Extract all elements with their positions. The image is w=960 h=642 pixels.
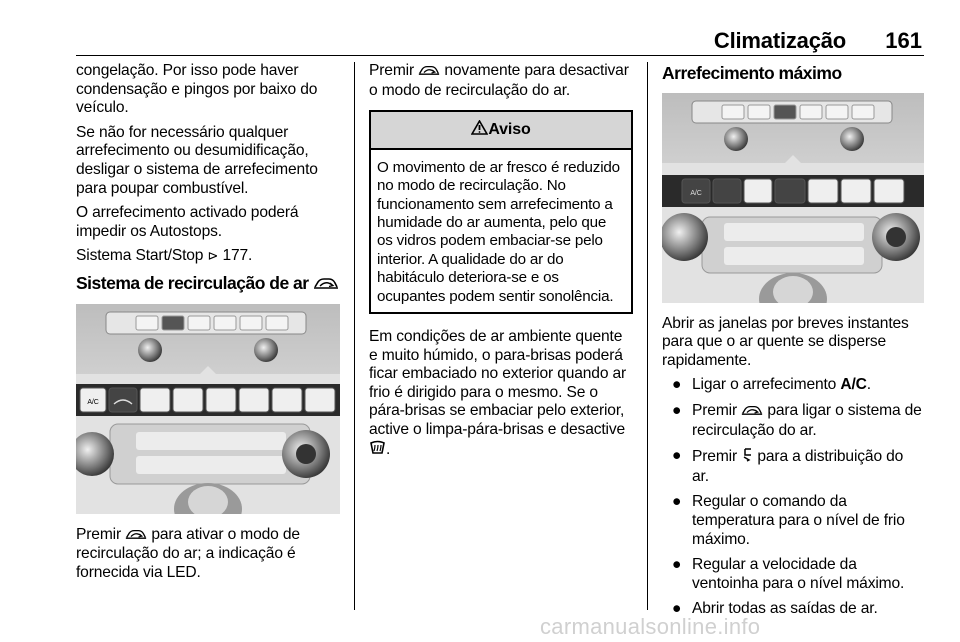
recirculation-car-icon	[418, 63, 440, 82]
warning-title: Aviso	[488, 121, 531, 139]
warning-header	[371, 112, 631, 150]
page-link[interactable]: 177.	[222, 247, 253, 265]
list-item: ● Regular a velocidade da ventoinha para o nível máximo.	[672, 556, 905, 592]
watermark: carmanualsonline.info	[540, 614, 761, 639]
ac-key: A/C	[840, 376, 867, 394]
column-divider-2	[647, 62, 648, 610]
page-header	[76, 26, 924, 56]
header-rule	[76, 55, 924, 56]
paragraph: Se não for necessário qualquer arrefecimento ou desumidificação, desligar o sistema de arrefecimento para poupar combustível.	[76, 123, 318, 197]
column-2	[369, 62, 633, 466]
bullet-icon: ●	[672, 600, 682, 618]
air-distribution-icon	[741, 447, 753, 468]
bullet-icon: ●	[672, 447, 682, 465]
list-item: ● Premir para a distribuição do ar.	[672, 447, 904, 485]
paragraph: Premir para ativar o modo de recirculação do ar; a indicação é fornecida via LED.	[76, 525, 300, 581]
paragraph: O arrefecimento activado poderá impedir os Autostops.	[76, 204, 299, 240]
max-cooling-control-photo	[662, 93, 924, 303]
bullet-icon: ●	[672, 556, 682, 574]
section-heading: Arrefecimento máximo	[662, 63, 842, 83]
cross-reference: Sistema Start/Stop ⊳ 177.	[76, 247, 253, 265]
section-heading: Sistema de recirculação de ar	[76, 274, 340, 294]
recirculation-car-icon	[741, 403, 763, 422]
ac-button-label: A/C	[87, 398, 99, 406]
list-item: ● Abrir todas as saídas de ar.	[672, 600, 878, 618]
bullet-icon: ●	[672, 401, 682, 419]
column-3	[662, 62, 924, 626]
bullet-icon: ●	[672, 493, 682, 511]
warning-triangle-icon	[471, 120, 488, 141]
list-item: ● Regular o comando da temperatura para o nível de frio máximo.	[672, 493, 905, 548]
windshield-wiper-icon	[369, 440, 386, 461]
recirculation-car-icon	[125, 527, 147, 546]
paragraph: congelação. Por isso pode haver condensação e pingos por baixo do veículo.	[76, 62, 318, 117]
page-arrow-icon: ⊳	[207, 248, 219, 264]
warning-box	[369, 110, 633, 314]
ac-button-label: A/C	[690, 189, 702, 197]
column-1	[76, 62, 340, 588]
recirculation-control-photo	[76, 304, 340, 514]
chapter-title: Climatização	[713, 28, 846, 53]
column-divider-1	[354, 62, 355, 610]
paragraph: Premir novamente para desactivar o modo de recirculação do ar.	[369, 62, 629, 99]
list-item: ● Ligar o arrefecimento A/C.	[672, 376, 871, 394]
instruction-list	[662, 376, 924, 619]
warning-text: O movimento de ar fresco é reduzido no modo de recirculação. No funcionamento sem arrefecimento a humidade do ar aumenta, pelo que os vidros podem embaciar-se pelo interior. A qualidade do ar do habitáculo deteriora-se e os ocupantes podem sentir sonolência.	[377, 158, 620, 305]
bullet-icon: ●	[672, 376, 682, 394]
recirculation-car-icon	[313, 275, 339, 294]
page-number: 161	[885, 28, 922, 53]
paragraph: Em condições de ar ambiente quente e muito húmido, o para-brisas poderá ficar embaciado no exterior quando ar frio é dirigido para o mesmo. Se o pára-brisas se embaciar pelo exterior, active o limpa-pára-brisas e desactive .	[369, 328, 633, 460]
paragraph: Abrir as janelas por breves instantes para que o ar quente se disperse rapidamente.	[662, 314, 909, 369]
list-item: ● Premir para ligar o sistema de recirculação do ar.	[672, 401, 922, 439]
